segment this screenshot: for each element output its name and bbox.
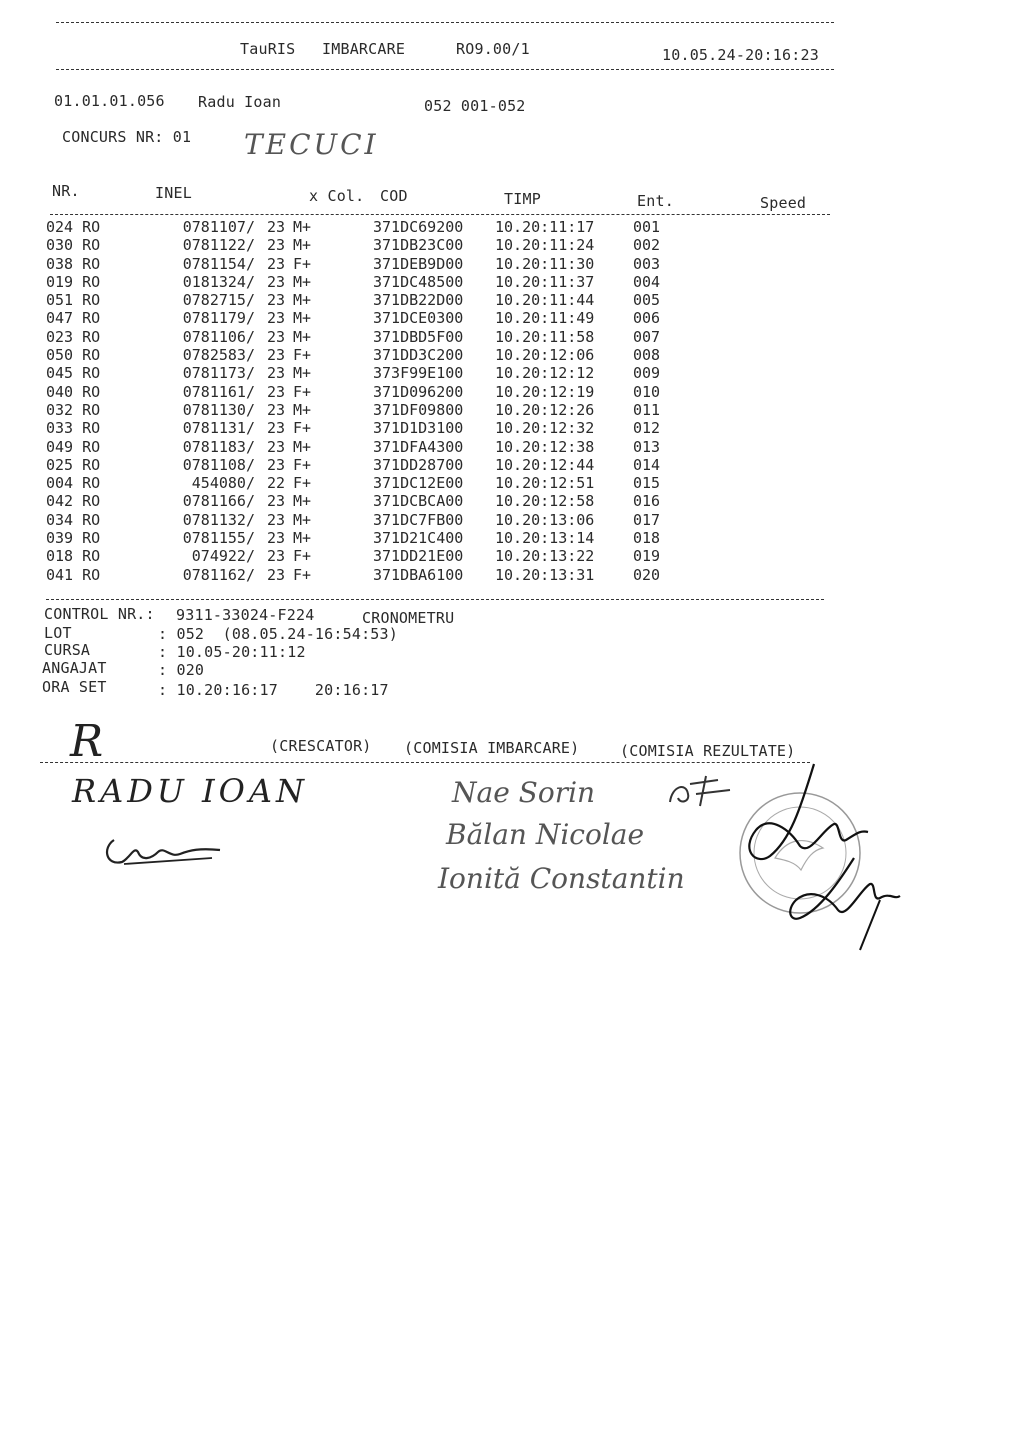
cell-sex: F+	[293, 254, 312, 273]
caption-crescator: (CRESCATOR)	[270, 737, 372, 755]
table-row	[46, 291, 673, 309]
table-row	[46, 492, 673, 510]
entries-table	[46, 218, 673, 584]
table-row	[46, 511, 673, 529]
cell-nr: 047 RO	[46, 309, 101, 328]
cell-cod: 371DC7FB00	[373, 510, 464, 529]
cell-ent: 011	[633, 400, 661, 419]
cell-inel: 0781154/	[182, 254, 255, 273]
cell-nr: 038 RO	[46, 254, 101, 273]
cell-ent: 009	[633, 364, 661, 383]
cell-timp: 10.20:13:31	[495, 565, 595, 584]
cell-cod: 371DCE0300	[373, 309, 464, 328]
cell-ent: 001	[633, 218, 661, 236]
cell-cod: 371DF09800	[373, 400, 464, 419]
cell-nr: 034 RO	[46, 510, 101, 529]
cell-cod: 371DFA4300	[373, 437, 464, 456]
cell-sex: M+	[293, 510, 312, 529]
table-row	[46, 547, 673, 565]
system-name: TauRIS	[240, 40, 296, 58]
cell-timp: 10.20:12:38	[495, 437, 595, 456]
cell-sex: M+	[293, 492, 312, 511]
cell-ent: 013	[633, 437, 661, 456]
cell-inel: 0781131/	[182, 419, 255, 438]
cell-age: 23	[266, 547, 286, 566]
cell-nr: 039 RO	[46, 529, 101, 548]
caption-comisia-imbarcare: (COMISIA IMBARCARE)	[404, 739, 580, 757]
table-row	[46, 364, 673, 382]
cell-nr: 041 RO	[46, 565, 101, 584]
cell-ent: 014	[633, 455, 661, 474]
cell-inel: 0781173/	[182, 364, 255, 383]
cell-cod: 371DBA6100	[373, 565, 464, 584]
handwritten-name-2: Bălan Nicolae	[446, 818, 645, 851]
cell-timp: 10.20:11:30	[495, 254, 595, 273]
ora-set-label: ORA SET	[42, 678, 107, 696]
cell-cod: 371DCBCA00	[373, 492, 464, 511]
cell-timp: 10.20:11:24	[495, 236, 595, 255]
owner-id: 01.01.01.056	[54, 92, 165, 110]
cell-cod: 371DBD5F00	[373, 327, 464, 346]
cell-cod: 371DC12E00	[373, 474, 464, 493]
table-row	[46, 255, 673, 273]
cell-timp: 10.20:11:44	[495, 291, 595, 310]
cell-age: 23	[266, 364, 286, 383]
cell-sex: F+	[293, 565, 312, 584]
cell-timp: 10.20:13:22	[495, 547, 595, 566]
cell-cod: 371DC48500	[373, 272, 464, 291]
cell-timp: 10.20:11:58	[495, 327, 595, 346]
cell-age: 23	[266, 236, 286, 255]
col-inel: INEL	[155, 184, 192, 202]
cell-nr: 018 RO	[46, 547, 101, 566]
cell-inel: 0781122/	[182, 236, 255, 255]
cell-ent: 003	[633, 254, 661, 273]
table-row	[46, 273, 673, 291]
cell-nr: 024 RO	[46, 218, 101, 236]
table-row	[46, 236, 673, 254]
cell-age: 23	[266, 309, 286, 328]
cronometru-label: CRONOMETRU	[362, 609, 455, 627]
cell-inel: 0781179/	[182, 309, 255, 328]
cell-sex: M+	[293, 529, 312, 548]
document-code: RO9.00/1	[456, 40, 530, 58]
cell-cod: 371D1D3100	[373, 419, 464, 438]
handwritten-name-3: Ionită Constantin	[438, 862, 685, 895]
cell-nr: 033 RO	[46, 419, 101, 438]
table-row	[46, 456, 673, 474]
cell-age: 23	[266, 346, 286, 365]
cell-timp: 10.20:11:49	[495, 309, 595, 328]
cell-ent: 008	[633, 346, 661, 365]
lot-value: : 052 (08.05.24-16:54:53)	[158, 625, 398, 643]
col-nr: NR.	[52, 182, 80, 200]
cell-sex: F+	[293, 474, 312, 493]
cell-age: 23	[266, 565, 286, 584]
cell-nr: 051 RO	[46, 291, 101, 310]
cell-inel: 0782583/	[182, 346, 255, 365]
cell-age: 22	[266, 474, 286, 493]
cursa-value: : 10.05-20:11:12	[158, 643, 306, 661]
owner-signature	[100, 828, 230, 878]
cell-cod: 373F99E100	[373, 364, 464, 383]
cell-age: 23	[266, 218, 286, 236]
angajat-value: : 020	[158, 661, 205, 679]
cell-timp: 10.20:12:12	[495, 364, 595, 383]
cell-nr: 040 RO	[46, 382, 101, 401]
cell-nr: 025 RO	[46, 455, 101, 474]
cell-inel: 0782715/	[182, 291, 255, 310]
cell-nr: 019 RO	[46, 272, 101, 291]
cell-ent: 017	[633, 510, 661, 529]
cell-ent: 020	[633, 565, 661, 584]
contest-label: CONCURS NR: 01	[62, 128, 192, 146]
cell-ent: 004	[633, 272, 661, 291]
entries-body	[46, 218, 673, 584]
cursa-label: CURSA	[44, 641, 91, 659]
cell-nr: 004 RO	[46, 474, 101, 493]
cell-inel: 0781107/	[182, 218, 255, 236]
cell-sex: M+	[293, 236, 312, 255]
cell-nr: 023 RO	[46, 327, 101, 346]
cell-sex: F+	[293, 382, 312, 401]
cell-nr: 030 RO	[46, 236, 101, 255]
lot-label: LOT	[44, 624, 72, 642]
table-row	[46, 529, 673, 547]
small-signature	[660, 772, 740, 812]
cell-timp: 10.20:11:37	[495, 272, 595, 291]
handwritten-initial: R	[70, 716, 104, 767]
table-row	[46, 328, 673, 346]
cell-ent: 005	[633, 291, 661, 310]
cell-sex: M+	[293, 309, 312, 328]
cell-nr: 049 RO	[46, 437, 101, 456]
cell-ent: 018	[633, 529, 661, 548]
cell-inel: 0781183/	[182, 437, 255, 456]
cell-cod: 371D096200	[373, 382, 464, 401]
cell-sex: F+	[293, 455, 312, 474]
table-row	[46, 438, 673, 456]
cell-timp: 10.20:12:32	[495, 419, 595, 438]
table-row	[46, 474, 673, 492]
cell-inel: 0781108/	[182, 455, 255, 474]
cell-cod: 371DD28700	[373, 455, 464, 474]
cell-timp: 10.20:13:06	[495, 510, 595, 529]
owner-name: Radu Ioan	[198, 93, 282, 111]
cell-inel: 0781161/	[182, 382, 255, 401]
cell-ent: 015	[633, 474, 661, 493]
cell-sex: M+	[293, 437, 312, 456]
cell-sex: M+	[293, 272, 312, 291]
control-label: CONTROL NR.:	[44, 605, 155, 623]
cell-cod: 371DB23C00	[373, 236, 464, 255]
cell-ent: 019	[633, 547, 661, 566]
cell-ent: 016	[633, 492, 661, 511]
cell-inel: 0781162/	[182, 565, 255, 584]
cell-cod: 371DEB9D00	[373, 254, 464, 273]
header-divider	[56, 69, 834, 70]
cell-age: 23	[266, 272, 286, 291]
table-row	[46, 309, 673, 327]
cell-inel: 0781106/	[182, 327, 255, 346]
cell-age: 23	[266, 327, 286, 346]
cell-timp: 10.20:12:44	[495, 455, 595, 474]
cell-timp: 10.20:12:51	[495, 474, 595, 493]
cell-timp: 10.20:12:19	[495, 382, 595, 401]
cell-nr: 042 RO	[46, 492, 101, 511]
cell-timp: 10.20:12:26	[495, 400, 595, 419]
cell-ent: 010	[633, 382, 661, 401]
cell-sex: F+	[293, 346, 312, 365]
cell-sex: F+	[293, 419, 312, 438]
handwritten-name-1: Nae Sorin	[452, 776, 596, 809]
cell-inel: 0781132/	[182, 510, 255, 529]
col-timp: TIMP	[504, 190, 541, 208]
cell-cod: 371DB22D00	[373, 291, 464, 310]
cell-inel: 0781155/	[182, 529, 255, 548]
table-row	[46, 566, 673, 584]
cell-timp: 10.20:12:06	[495, 346, 595, 365]
president-signature	[730, 760, 910, 960]
col-col: x Col.	[309, 187, 365, 205]
cell-age: 23	[266, 492, 286, 511]
cell-age: 23	[266, 291, 286, 310]
cell-age: 23	[266, 419, 286, 438]
cell-sex: M+	[293, 218, 312, 236]
table-row	[46, 346, 673, 364]
table-row	[46, 401, 673, 419]
handwritten-location: TECUCI	[244, 128, 379, 161]
ora-set-value: : 10.20:16:17 20:16:17	[158, 681, 389, 699]
cell-inel: 0781166/	[182, 492, 255, 511]
cell-sex: M+	[293, 400, 312, 419]
table-row	[46, 218, 673, 236]
cell-ent: 006	[633, 309, 661, 328]
cell-age: 23	[266, 254, 286, 273]
header-datetime: 10.05.24-20:16:23	[662, 46, 819, 64]
cell-timp: 10.20:13:14	[495, 529, 595, 548]
cell-sex: M+	[293, 327, 312, 346]
cell-cod: 371D21C400	[373, 529, 464, 548]
cell-inel: 454080/	[191, 474, 255, 493]
cell-inel: 074922/	[191, 547, 255, 566]
top-divider	[56, 22, 834, 23]
angajat-label: ANGAJAT	[42, 659, 107, 677]
columns-divider	[50, 214, 830, 215]
cell-age: 23	[266, 455, 286, 474]
document-title: IMBARCARE	[322, 40, 406, 58]
cell-sex: M+	[293, 291, 312, 310]
cell-age: 23	[266, 510, 286, 529]
cell-ent: 002	[633, 236, 661, 255]
table-row	[46, 419, 673, 437]
cell-cod: 371DD3C200	[373, 346, 464, 365]
cell-age: 23	[266, 382, 286, 401]
cell-nr: 032 RO	[46, 400, 101, 419]
cell-age: 23	[266, 437, 286, 456]
cell-inel: 0781130/	[182, 400, 255, 419]
cell-timp: 10.20:11:17	[495, 218, 595, 236]
cell-cod: 371DC69200	[373, 218, 464, 236]
col-speed: Speed	[760, 194, 807, 212]
cell-nr: 050 RO	[46, 346, 101, 365]
table-row	[46, 383, 673, 401]
control-value: 9311-33024-F224	[176, 606, 315, 624]
col-cod: COD	[380, 187, 408, 205]
cell-timp: 10.20:12:58	[495, 492, 595, 511]
cell-ent: 007	[633, 327, 661, 346]
owner-range: 052 001-052	[424, 97, 526, 115]
caption-comisia-rezultate: (COMISIA REZULTATE)	[620, 742, 796, 760]
cell-ent: 012	[633, 419, 661, 438]
cell-age: 23	[266, 529, 286, 548]
cell-sex: F+	[293, 547, 312, 566]
cell-sex: M+	[293, 364, 312, 383]
cell-inel: 0181324/	[182, 272, 255, 291]
cell-nr: 045 RO	[46, 364, 101, 383]
signature-divider	[40, 762, 810, 763]
table-bottom-divider	[46, 599, 824, 600]
cell-cod: 371DD21E00	[373, 547, 464, 566]
handwritten-owner-name: RADU IOAN	[72, 772, 308, 810]
cell-age: 23	[266, 400, 286, 419]
col-ent: Ent.	[637, 192, 674, 210]
